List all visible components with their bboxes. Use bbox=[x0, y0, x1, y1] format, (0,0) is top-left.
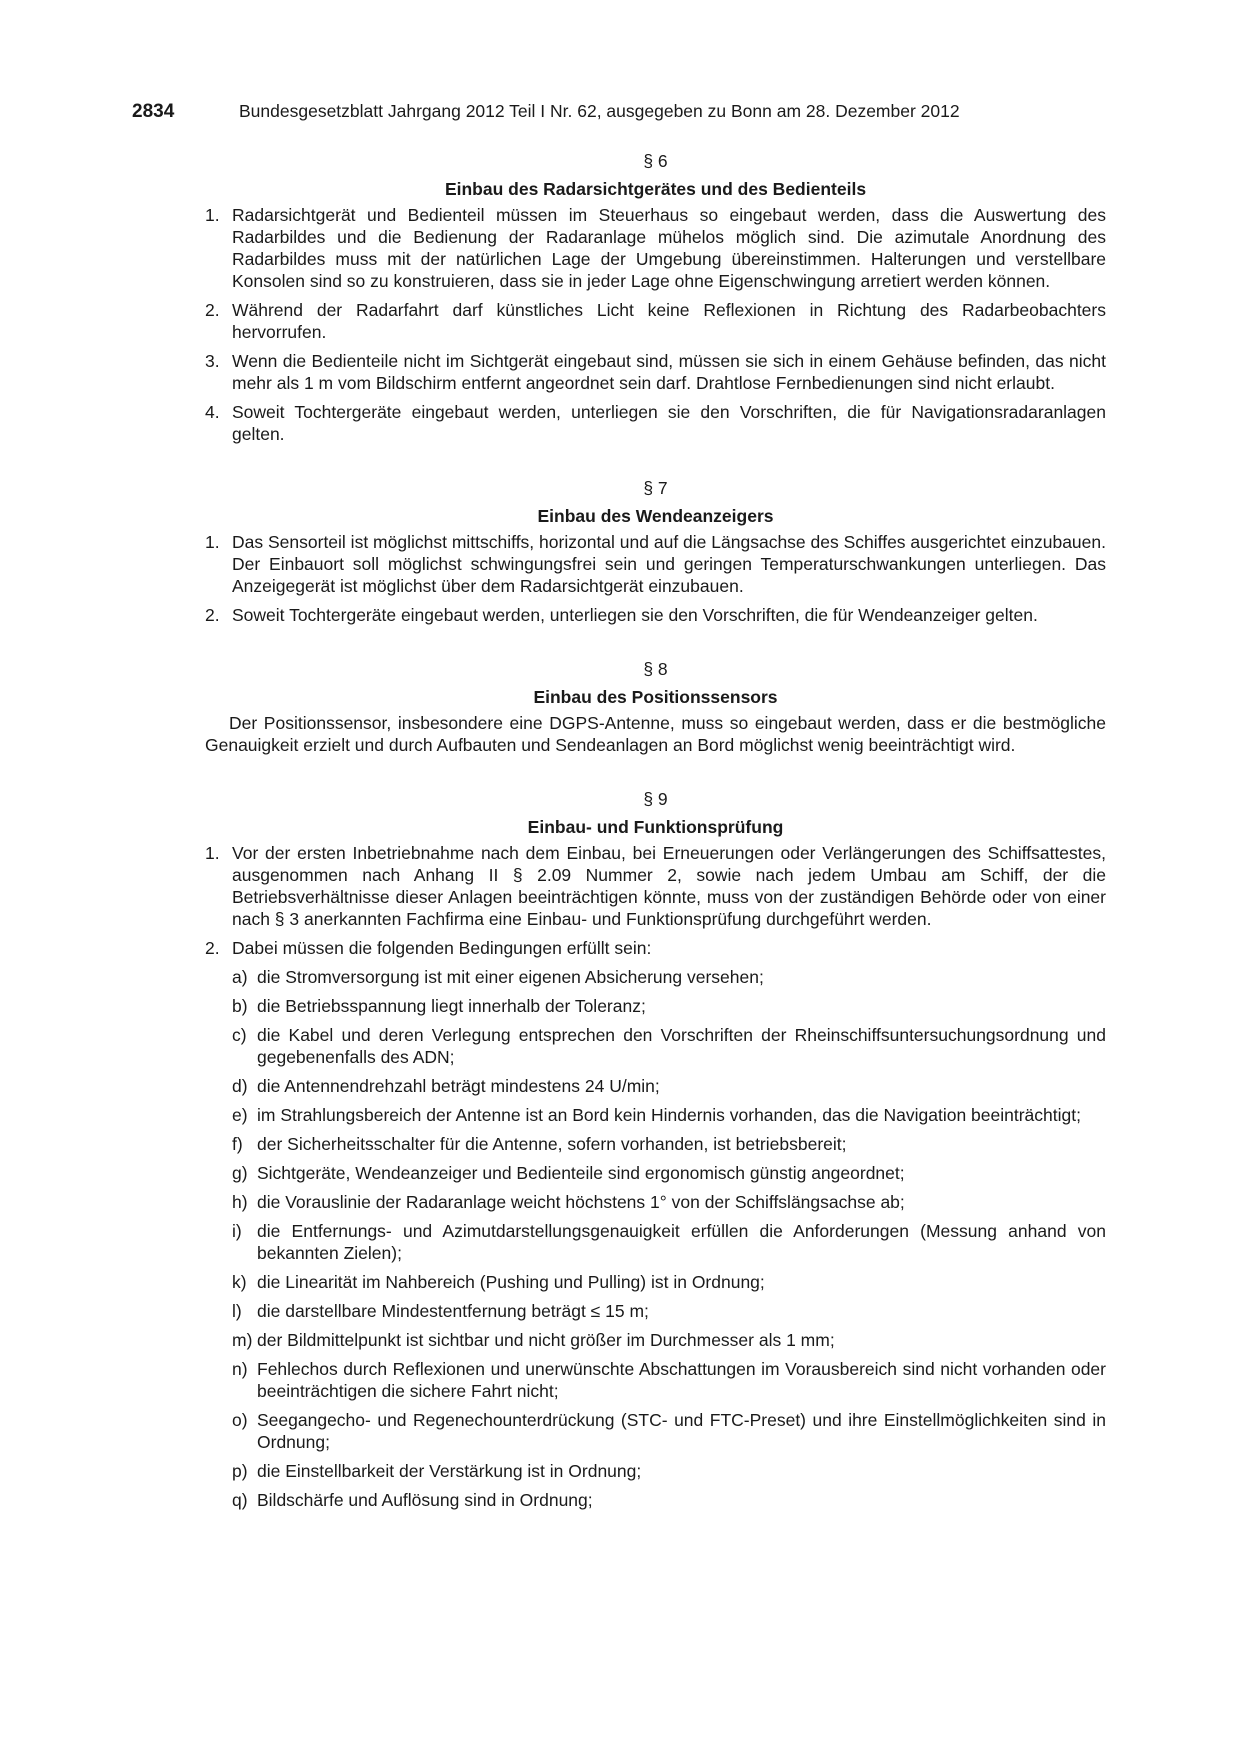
item-marker: 2. bbox=[205, 605, 220, 625]
item-text: Soweit Tochtergeräte eingebaut werden, unterliegen sie den Vorschriften, die für Navigationsradaranlagen gelten. bbox=[232, 402, 1106, 444]
sub-item bbox=[205, 1489, 1106, 1511]
sub-item-text: die Entfernungs- und Azimutdarstellungsgenauigkeit erfüllen die Anforderungen (Messung anhand von bekannten Zielen); bbox=[257, 1221, 1106, 1263]
item-text: Soweit Tochtergeräte eingebaut werden, unterliegen sie den Vorschriften, die für Wendeanzeiger gelten. bbox=[232, 605, 1038, 625]
section-number: § 7 bbox=[643, 478, 668, 498]
sub-item-text: Sichtgeräte, Wendeanzeiger und Bedienteile sind ergonomisch günstig angeordnet; bbox=[257, 1163, 905, 1183]
section-number: § 6 bbox=[643, 151, 668, 171]
sub-item bbox=[205, 1329, 1106, 1351]
sub-item-text: die Antennendrehzahl beträgt mindestens 24 U/min; bbox=[257, 1076, 660, 1096]
sub-item bbox=[205, 995, 1106, 1017]
sub-item-marker: n) bbox=[232, 1359, 248, 1379]
sub-item bbox=[205, 1358, 1106, 1402]
sub-item bbox=[205, 1133, 1106, 1155]
list-item bbox=[205, 299, 1106, 343]
sub-item-text: Seegangecho- und Regenechounterdrückung (STC- und FTC-Preset) und ihre Einstellmöglichkeiten sind in Ordnung; bbox=[257, 1410, 1106, 1452]
item-text: Das Sensorteil ist möglichst mittschiffs, horizontal und auf die Längsachse des Schiffes ausgerichtet einzubauen. Der Einbauort soll möglichst schwingungsfrei sein und geringen Temperaturschwankungen unterliegen. Das Anzeigegerät ist möglichst über dem Radarsichtgerät einzubauen. bbox=[232, 532, 1106, 596]
item-marker: 2. bbox=[205, 938, 220, 958]
item-text: Wenn die Bedienteile nicht im Sichtgerät eingebaut sind, müssen sie sich in einem Gehäuse befinden, das nicht mehr als 1 m vom Bildschirm entfernt angeordnet sein darf. Drahtlose Fernbedienungen sind nicht erlaubt. bbox=[232, 351, 1106, 393]
section-paragraph: Der Positionssensor, insbesondere eine DGPS-Antenne, muss so eingebaut werden, dass er die bestmögliche Genauigkeit erzielt und durch Aufbauten und Sendeanlagen an Bord möglichst wenig beeinträchtigt wird. bbox=[205, 713, 1106, 755]
sub-item-text: die Kabel und deren Verlegung entsprechen den Vorschriften der Rheinschiffsuntersuchungsordnung und gegebenenfalls des ADN; bbox=[257, 1025, 1106, 1067]
sub-item bbox=[205, 1460, 1106, 1482]
section-6 bbox=[205, 150, 1106, 445]
sub-item-marker: i) bbox=[232, 1221, 242, 1241]
sub-item bbox=[205, 1162, 1106, 1184]
sub-item-marker: f) bbox=[232, 1134, 243, 1154]
list-item bbox=[205, 604, 1106, 626]
list-item bbox=[205, 204, 1106, 292]
item-marker: 1. bbox=[205, 843, 220, 863]
page-number: 2834 bbox=[132, 101, 175, 122]
sub-item bbox=[205, 1220, 1106, 1264]
sub-item bbox=[205, 1104, 1106, 1126]
sub-item-marker: c) bbox=[232, 1025, 247, 1045]
section-title: Einbau des Wendeanzeigers bbox=[537, 506, 774, 526]
section-title: Einbau- und Funktionsprüfung bbox=[527, 817, 784, 837]
sub-item-text: die Vorauslinie der Radaranlage weicht höchstens 1° von der Schiffslängsachse ab; bbox=[257, 1192, 905, 1212]
sub-item bbox=[205, 1024, 1106, 1068]
item-text: Dabei müssen die folgenden Bedingungen erfüllt sein: bbox=[232, 938, 652, 958]
item-marker: 4. bbox=[205, 402, 220, 422]
section-number: § 8 bbox=[643, 659, 668, 679]
section-7 bbox=[205, 477, 1106, 626]
section-title: Einbau des Radarsichtgerätes und des Bedienteils bbox=[444, 179, 867, 199]
sub-item-marker: k) bbox=[232, 1272, 247, 1292]
sub-item-marker: l) bbox=[232, 1301, 242, 1321]
section-number: § 9 bbox=[643, 789, 668, 809]
sub-item-text: der Bildmittelpunkt ist sichtbar und nicht größer im Durchmesser als 1 mm; bbox=[257, 1330, 835, 1350]
sub-item-text: die Einstellbarkeit der Verstärkung ist in Ordnung; bbox=[257, 1461, 642, 1481]
item-text: Radarsichtgerät und Bedienteil müssen im Steuerhaus so eingebaut werden, dass die Auswertung des Radarbildes und die Bedienung der Radaranlage mühelos möglich sind. Die azimutale Anordnung des Radarbildes muss mit der natürlichen Lage der Umgebung übereinstimmen. Halterungen und verstellbare Konsolen sind so zu konstruieren, dass sie in jeder Lage ohne Eigenschwingung arretiert werden können. bbox=[232, 205, 1106, 291]
main-column bbox=[205, 150, 1106, 1527]
sub-item-marker: h) bbox=[232, 1192, 248, 1212]
item-marker: 3. bbox=[205, 351, 220, 371]
sub-item bbox=[205, 1300, 1106, 1322]
sub-item-marker: b) bbox=[232, 996, 248, 1016]
sub-item-marker: m) bbox=[232, 1330, 253, 1350]
sub-item-marker: a) bbox=[232, 967, 248, 987]
list-item bbox=[205, 842, 1106, 930]
sub-item-marker: p) bbox=[232, 1461, 248, 1481]
item-text: Vor der ersten Inbetriebnahme nach dem Einbau, bei Erneuerungen oder Verlängerungen des Schiffsattestes, ausgenommen nach Anhang II § 2.09 Nummer 2, sowie nach jedem Umbau am Schiff, der die Betriebsverhältnisse dieser Anlagen beeinträchtigen könnte, muss von der zuständigen Behörde oder von einer nach § 3 anerkannten Fachfirma eine Einbau- und Funktionsprüfung durchgeführt werden. bbox=[232, 843, 1106, 929]
section-9 bbox=[205, 788, 1106, 1511]
running-header bbox=[132, 98, 1112, 125]
list-item bbox=[205, 401, 1106, 445]
list-item bbox=[205, 350, 1106, 394]
sub-item bbox=[205, 1409, 1106, 1453]
running-title: Bundesgesetzblatt Jahrgang 2012 Teil I Nr. 62, ausgegeben zu Bonn am 28. Dezember 2012 bbox=[239, 101, 960, 121]
sub-item bbox=[205, 966, 1106, 988]
sub-item-text: im Strahlungsbereich der Antenne ist an Bord kein Hindernis vorhanden, das die Navigation beeinträchtigt; bbox=[257, 1105, 1081, 1125]
sub-item-text: die Betriebsspannung liegt innerhalb der Toleranz; bbox=[257, 996, 646, 1016]
sub-item-marker: e) bbox=[232, 1105, 248, 1125]
section-title: Einbau des Positionssensors bbox=[533, 687, 778, 707]
sub-item-marker: o) bbox=[232, 1410, 248, 1430]
sub-item-text: Fehlechos durch Reflexionen und unerwünschte Abschattungen im Vorausbereich sind nicht vorhanden oder beeinträchtigen die sichere Fahrt nicht; bbox=[257, 1359, 1106, 1401]
item-marker: 1. bbox=[205, 532, 220, 552]
sub-item bbox=[205, 1191, 1106, 1213]
sub-item-marker: d) bbox=[232, 1076, 248, 1096]
sub-item-marker: g) bbox=[232, 1163, 248, 1183]
sub-item-text: die Linearität im Nahbereich (Pushing und Pulling) ist in Ordnung; bbox=[257, 1272, 765, 1292]
sub-item-text: Bildschärfe und Auflösung sind in Ordnung; bbox=[257, 1490, 593, 1510]
sub-item-text: die darstellbare Mindestentfernung beträgt ≤ 15 m; bbox=[257, 1301, 649, 1321]
sub-item bbox=[205, 1271, 1106, 1293]
item-text: Während der Radarfahrt darf künstliches Licht keine Reflexionen in Richtung des Radarbeobachters hervorrufen. bbox=[232, 300, 1106, 342]
sub-item-text: der Sicherheitsschalter für die Antenne, sofern vorhanden, ist betriebsbereit; bbox=[257, 1134, 847, 1154]
sub-item-text: die Stromversorgung ist mit einer eigenen Absicherung versehen; bbox=[257, 967, 764, 987]
item-marker: 1. bbox=[205, 205, 220, 225]
sub-item bbox=[205, 1075, 1106, 1097]
section-8 bbox=[205, 658, 1106, 756]
item-marker: 2. bbox=[205, 300, 220, 320]
list-item bbox=[205, 937, 1106, 959]
sub-item-marker: q) bbox=[232, 1490, 248, 1510]
list-item bbox=[205, 531, 1106, 597]
